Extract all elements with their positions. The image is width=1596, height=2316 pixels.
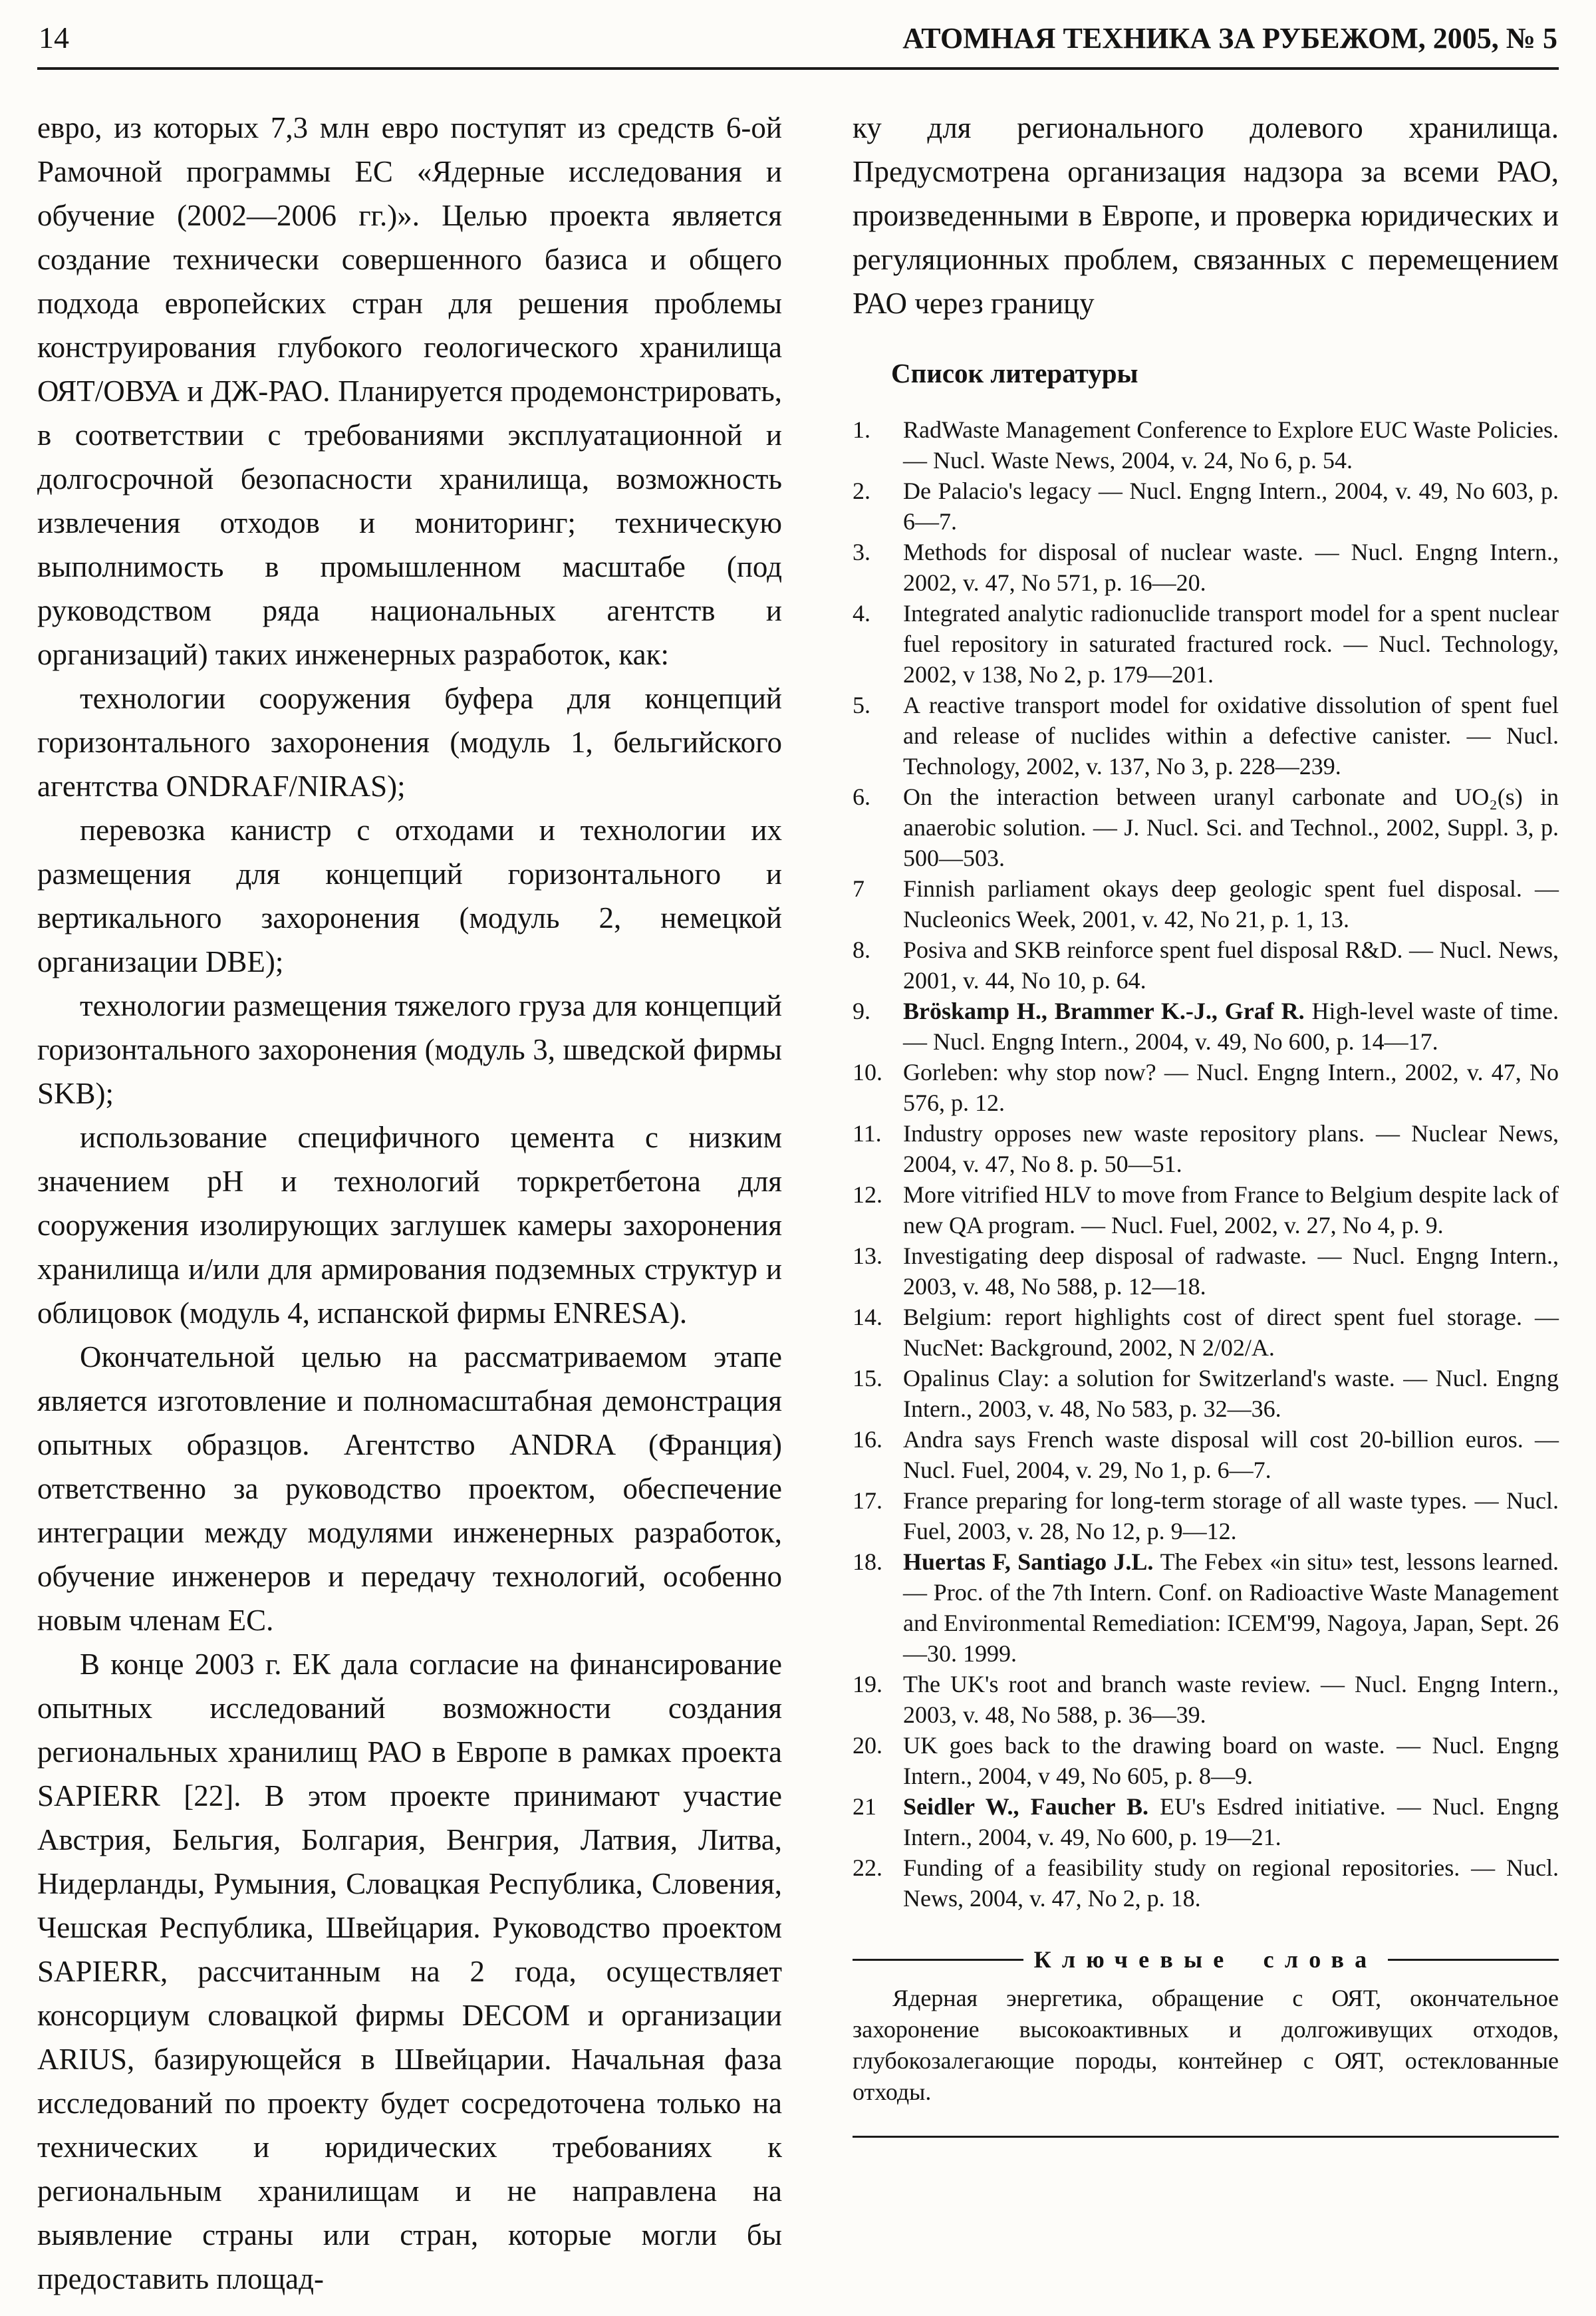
header-rule <box>37 67 1559 70</box>
journal-title: АТОМНАЯ ТЕХНИКА ЗА РУБЕЖОМ, 2005, № 5 <box>902 22 1557 55</box>
page-header <box>37 20 1559 55</box>
reference-body <box>903 476 1559 537</box>
reference-number: 16. <box>853 1426 882 1453</box>
reference-body <box>903 935 1559 996</box>
reference-body <box>903 1669 1559 1730</box>
reference-body <box>903 1791 1559 1852</box>
reference-item <box>853 935 1559 996</box>
reference-text: The Febex «in situ» test, lessons learned. — Proc. of the 7th Intern. Conf. on Radioactive Waste Management and Environmental Remediation: ICEM'99, Nagoya, Japan, Sept. 26—30. 1999. <box>903 1548 1559 1667</box>
left-column <box>37 106 782 2301</box>
divider-line-right <box>1388 1959 1559 1961</box>
references-heading: Список литературы <box>891 358 1138 388</box>
reference-item <box>853 476 1559 537</box>
reference-body <box>903 1302 1559 1363</box>
reference-item <box>853 1118 1559 1179</box>
reference-text: France preparing for long-term storage of all waste types. — Nucl. Fuel, 2003, v. 28, No 12, p. 9—12. <box>903 1487 1559 1544</box>
reference-item <box>853 1363 1559 1424</box>
reference-text: RadWaste Management Conference to Explore EUC Waste Policies. — Nucl. Waste News, 2004, v. 24, No 6, p. 54. <box>903 416 1559 474</box>
body-paragraph: евро, из которых 7,3 млн евро поступят из средств 6-ой Рамочной программы ЕС «Ядерные исследования и обучение (2002—2006 гг.)». Целью проекта является создание технически совершенного базиса и общего подхода европейских стран для решения проблемы конструирования глубокого геологического хранилища ОЯТ/ОВУА и ДЖ-РАО. Планируется продемонстрировать, в соответствии с требованиями эксплуатационной и долгосрочной безопасности хранилища, возможность извлечения отходов и мониторинг; техническую выполнимость в промышленном масштабе (под руководством ряда национальных агентств и организаций) таких инженерных разработок, как: <box>37 111 782 671</box>
reference-authors: Bröskamp H., Brammer K.-J., Graf R. <box>903 998 1312 1024</box>
right-column <box>853 106 1559 2301</box>
reference-text: Investigating deep disposal of radwaste. — Nucl. Engng Intern., 2003, v. 48, No 588, p. 12—18. <box>903 1242 1559 1300</box>
reference-body <box>903 414 1559 476</box>
reference-body <box>903 873 1559 935</box>
reference-text: UK goes back to the drawing board on waste. — Nucl. Engng Intern., 2004, v 49, No 605, p. 8—9. <box>903 1732 1559 1789</box>
reference-text: Integrated analytic radionuclide transport model for a spent nuclear fuel repository in saturated fractured rock. — Nucl. Technology, 2002, v 138, No 2, p. 179—201. <box>903 600 1559 688</box>
reference-number: 7 <box>853 875 864 902</box>
reference-text: On the interaction between uranyl carbonate and UO₂(s) in anaerobic solution. — J. Nucl. Sci. and Technol., 2002, Suppl. 3, p. 500—503. <box>903 784 1559 871</box>
divider-line-left <box>853 1959 1023 1961</box>
reference-text: De Palacio's legacy — Nucl. Engng Intern., 2004, v. 49, No 603, p. 6—7. <box>903 478 1559 535</box>
keywords-divider <box>853 1946 1559 1973</box>
reference-item <box>853 1485 1559 1546</box>
reference-body <box>903 1118 1559 1179</box>
reference-text: Belgium: report highlights cost of direct spent fuel storage. — NucNet: Background, 2002, N 2/02/A. <box>903 1304 1559 1361</box>
two-column-layout <box>37 106 1559 2301</box>
body-paragraph: технологии размещения тяжелого груза для концепций горизонтального захоронения (модуль 3, шведской фирмы SKB); <box>37 989 782 1110</box>
reference-item <box>853 1546 1559 1669</box>
reference-text: A reactive transport model for oxidative dissolution of spent fuel and release of nuclides within a defective canister. — Nucl. Technology, 2002, v. 137, No 3, p. 228—239. <box>903 692 1559 780</box>
reference-item <box>853 1424 1559 1485</box>
reference-number: 2. <box>853 478 870 504</box>
keywords-heading: Ключевые слова <box>1033 1946 1378 1973</box>
continuation-paragraph: ку для регионального долевого хранилища. Предусмотрена организация надзора за всеми РАО, произведенными в Европе, и проверка юридических и регуляционных проблем, связанных с перемещением РАО через границу <box>853 111 1559 320</box>
reference-authors: Huertas F, Santiago J.L. <box>903 1548 1160 1575</box>
reference-body <box>903 1546 1559 1669</box>
reference-text: More vitrified HLV to move from France to Belgium despite lack of new QA program. — Nucl. Fuel, 2002, v. 27, No 4, p. 9. <box>903 1181 1559 1238</box>
reference-text: Posiva and SKB reinforce spent fuel disposal R&D. — Nucl. News, 2001, v. 44, No 10, p. 64. <box>903 937 1559 994</box>
reference-item <box>853 537 1559 598</box>
reference-number: 15. <box>853 1365 882 1391</box>
reference-number: 8. <box>853 937 870 963</box>
reference-number: 9. <box>853 998 870 1024</box>
reference-number: 22. <box>853 1854 882 1881</box>
reference-text: High-level waste of time. — Nucl. Engng Intern., 2004, v. 49, No 600, p. 14—17. <box>903 998 1559 1055</box>
reference-body <box>903 537 1559 598</box>
reference-number: 1. <box>853 416 870 443</box>
reference-body <box>903 1240 1559 1302</box>
page-number: 14 <box>39 21 69 55</box>
reference-item <box>853 782 1559 873</box>
reference-item <box>853 690 1559 782</box>
reference-item <box>853 1852 1559 1914</box>
body-paragraph: технологии сооружения буфера для концепций горизонтального захоронения (модуль 1, бельгийского агентства ONDRAF/NIRAS); <box>37 682 782 803</box>
bottom-rule <box>853 2136 1559 2138</box>
keywords-section <box>853 1946 1559 2138</box>
reference-item <box>853 1240 1559 1302</box>
reference-number: 12. <box>853 1181 882 1208</box>
reference-body <box>903 1424 1559 1485</box>
reference-number: 13. <box>853 1242 882 1269</box>
reference-item <box>853 1179 1559 1240</box>
reference-number: 10. <box>853 1059 882 1086</box>
reference-text: Opalinus Clay: a solution for Switzerland's waste. — Nucl. Engng Intern., 2003, v. 48, No 583, p. 32—36. <box>903 1365 1559 1422</box>
reference-body <box>903 1485 1559 1546</box>
reference-text: EU's Esdred initiative. — Nucl. Engng Intern., 2004, v. 49, No 600, p. 19—21. <box>903 1793 1559 1850</box>
reference-item <box>853 1730 1559 1791</box>
body-paragraph: Окончательной целью на рассматриваемом этапе является изготовление и полномасштабная демонстрация опытных образцов. Агентство ANDRA (Франция) ответственно за руководство проектом, обеспечение интеграции между модулями инженерных разработок, обучение инженеров и передачу технологий, особенно новым членам ЕС. <box>37 1340 782 1637</box>
reference-item <box>853 873 1559 935</box>
reference-body <box>903 1179 1559 1240</box>
reference-item <box>853 1057 1559 1118</box>
body-paragraph: перевозка канистр с отходами и технологии их размещения для концепций горизонтального и вертикального захоронения (модуль 2, немецкой организации DBE); <box>37 813 782 978</box>
reference-body <box>903 1852 1559 1914</box>
reference-text: Andra says French waste disposal will cost 20-billion euros. — Nucl. Fuel, 2004, v. 29, No 1, p. 6—7. <box>903 1426 1559 1483</box>
reference-number: 17. <box>853 1487 882 1514</box>
reference-number: 11. <box>853 1120 882 1147</box>
reference-item <box>853 598 1559 690</box>
reference-number: 6. <box>853 784 870 810</box>
reference-item <box>853 1669 1559 1730</box>
reference-number: 19. <box>853 1671 882 1697</box>
body-paragraph: В конце 2003 г. ЕК дала согласие на финансирование опытных исследований возможности создания региональных хранилищ РАО в Европе в рамках проекта SAPIERR [22]. В этом проекте принимают участие Австрия, Бельгия, Болгария, Венгрия, Латвия, Литва, Нидерланды, Румыния, Словацкая Республика, Словения, Чешская Республика, Швейцария. Руководство проектом SAPIERR, рассчитанным на 2 года, осуществляет консорциум словацкой фирмы DECOM и организации ARIUS, базирующейся в Швейцарии. Начальная фаза исследований по проекту будет сосредоточена только на технических и юридических требованиях к региональным хранилищам и не направлена на выявление страны или стран, которые могли бы предоставить площад- <box>37 1648 782 2295</box>
reference-body <box>903 1363 1559 1424</box>
reference-text: Gorleben: why stop now? — Nucl. Engng Intern., 2002, v. 47, No 576, p. 12. <box>903 1059 1559 1116</box>
references-list <box>853 414 1559 1914</box>
reference-body <box>903 996 1559 1057</box>
reference-number: 14. <box>853 1304 882 1330</box>
reference-body <box>903 598 1559 690</box>
reference-text: The UK's root and branch waste review. — Nucl. Engng Intern., 2003, v. 48, No 588, p. 36—39. <box>903 1671 1559 1728</box>
reference-item <box>853 1302 1559 1363</box>
reference-text: Methods for disposal of nuclear waste. — Nucl. Engng Intern., 2002, v. 47, No 571, p. 16—20. <box>903 539 1559 596</box>
reference-authors: Seidler W., Faucher B. <box>903 1793 1160 1820</box>
reference-body <box>903 690 1559 782</box>
reference-number: 3. <box>853 539 870 565</box>
reference-body <box>903 1057 1559 1118</box>
reference-item <box>853 1791 1559 1852</box>
reference-number: 20. <box>853 1732 882 1759</box>
keywords-text: Ядерная энергетика, обращение с ОЯТ, окончательное захоронение высокоактивных и долгоживущих отходов, глубокозалегающие породы, контейнер с ОЯТ, остеклованные отходы. <box>853 1985 1559 2105</box>
reference-item <box>853 414 1559 476</box>
reference-body <box>903 1730 1559 1791</box>
reference-number: 18. <box>853 1548 882 1575</box>
reference-number: 21 <box>853 1793 876 1820</box>
reference-number: 4. <box>853 600 870 627</box>
reference-text: Industry opposes new waste repository plans. — Nuclear News, 2004, v. 47, No 8. p. 50—51. <box>903 1120 1559 1177</box>
reference-item <box>853 996 1559 1057</box>
reference-number: 5. <box>853 692 870 718</box>
reference-text: Finnish parliament okays deep geologic spent fuel disposal. — Nucleonics Week, 2001, v. 42, No 21, p. 1, 13. <box>903 875 1559 933</box>
body-paragraph: использование специфичного цемента с низким значением pH и технологий торкретбетона для сооружения изолирующих заглушек камеры захоронения хранилища и/или для армирования подземных структур и облицовок (модуль 4, испанской фирмы ENRESA). <box>37 1121 782 1330</box>
reference-text: Funding of a feasibility study on regional repositories. — Nucl. News, 2004, v. 47, No 2, p. 18. <box>903 1854 1559 1912</box>
reference-body <box>903 782 1559 873</box>
